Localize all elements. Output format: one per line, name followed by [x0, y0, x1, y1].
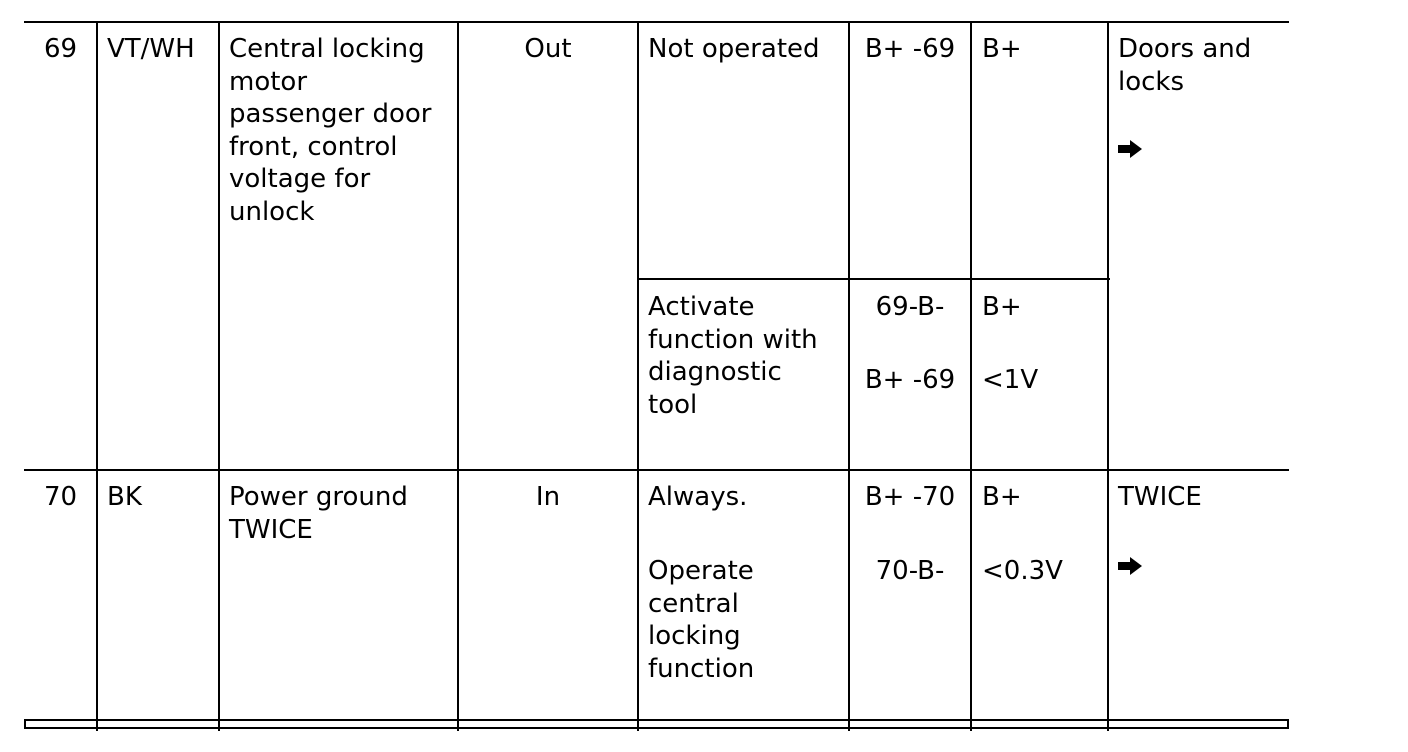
measurement-point: 70-B-: [875, 556, 945, 586]
test-condition: Not operated: [648, 34, 820, 64]
signal-direction: Out: [524, 34, 572, 64]
pin-number: 69: [44, 34, 78, 64]
pin-description: Central locking motor passenger door front, control voltage for unlock: [229, 34, 432, 227]
nominal-value: B+: [982, 292, 1022, 322]
row-69-condition-divider: [638, 278, 1110, 280]
col-divider-6: [970, 21, 972, 731]
signal-direction: In: [535, 482, 561, 512]
nominal-value: B+: [982, 482, 1022, 512]
wire-color: VT/WH: [107, 34, 195, 64]
table-bottom-border: [24, 719, 1289, 729]
col-divider-3: [457, 21, 459, 731]
test-condition: Always.: [648, 482, 748, 512]
row-divider: [24, 469, 1289, 471]
measurement-point: B+ -69: [864, 34, 956, 64]
col-divider-1: [96, 21, 98, 731]
nominal-value: B+: [982, 34, 1022, 64]
col-divider-2: [218, 21, 220, 731]
test-condition: Activate function with diagnostic tool: [648, 292, 818, 420]
reference-link-doors-and-locks[interactable]: Doors and locks: [1118, 34, 1252, 97]
arrow-right-icon[interactable]: [1118, 557, 1142, 575]
pin-number: 70: [44, 482, 78, 512]
table-top-border: [24, 21, 1289, 23]
wire-color: BK: [107, 482, 142, 512]
reference-link-twice[interactable]: TWICE: [1118, 482, 1202, 512]
measurement-point: B+ -70: [864, 482, 956, 512]
nominal-value: <0.3V: [982, 556, 1063, 586]
col-divider-7: [1107, 21, 1109, 731]
measurement-point: B+ -69: [864, 365, 956, 395]
pin-description: Power ground TWICE: [229, 482, 408, 545]
nominal-value: <1V: [982, 365, 1039, 395]
measurement-point: 69-B-: [875, 292, 945, 322]
test-condition: Operate central locking function: [648, 556, 755, 684]
col-divider-4: [637, 21, 639, 731]
arrow-right-icon[interactable]: [1118, 140, 1142, 158]
